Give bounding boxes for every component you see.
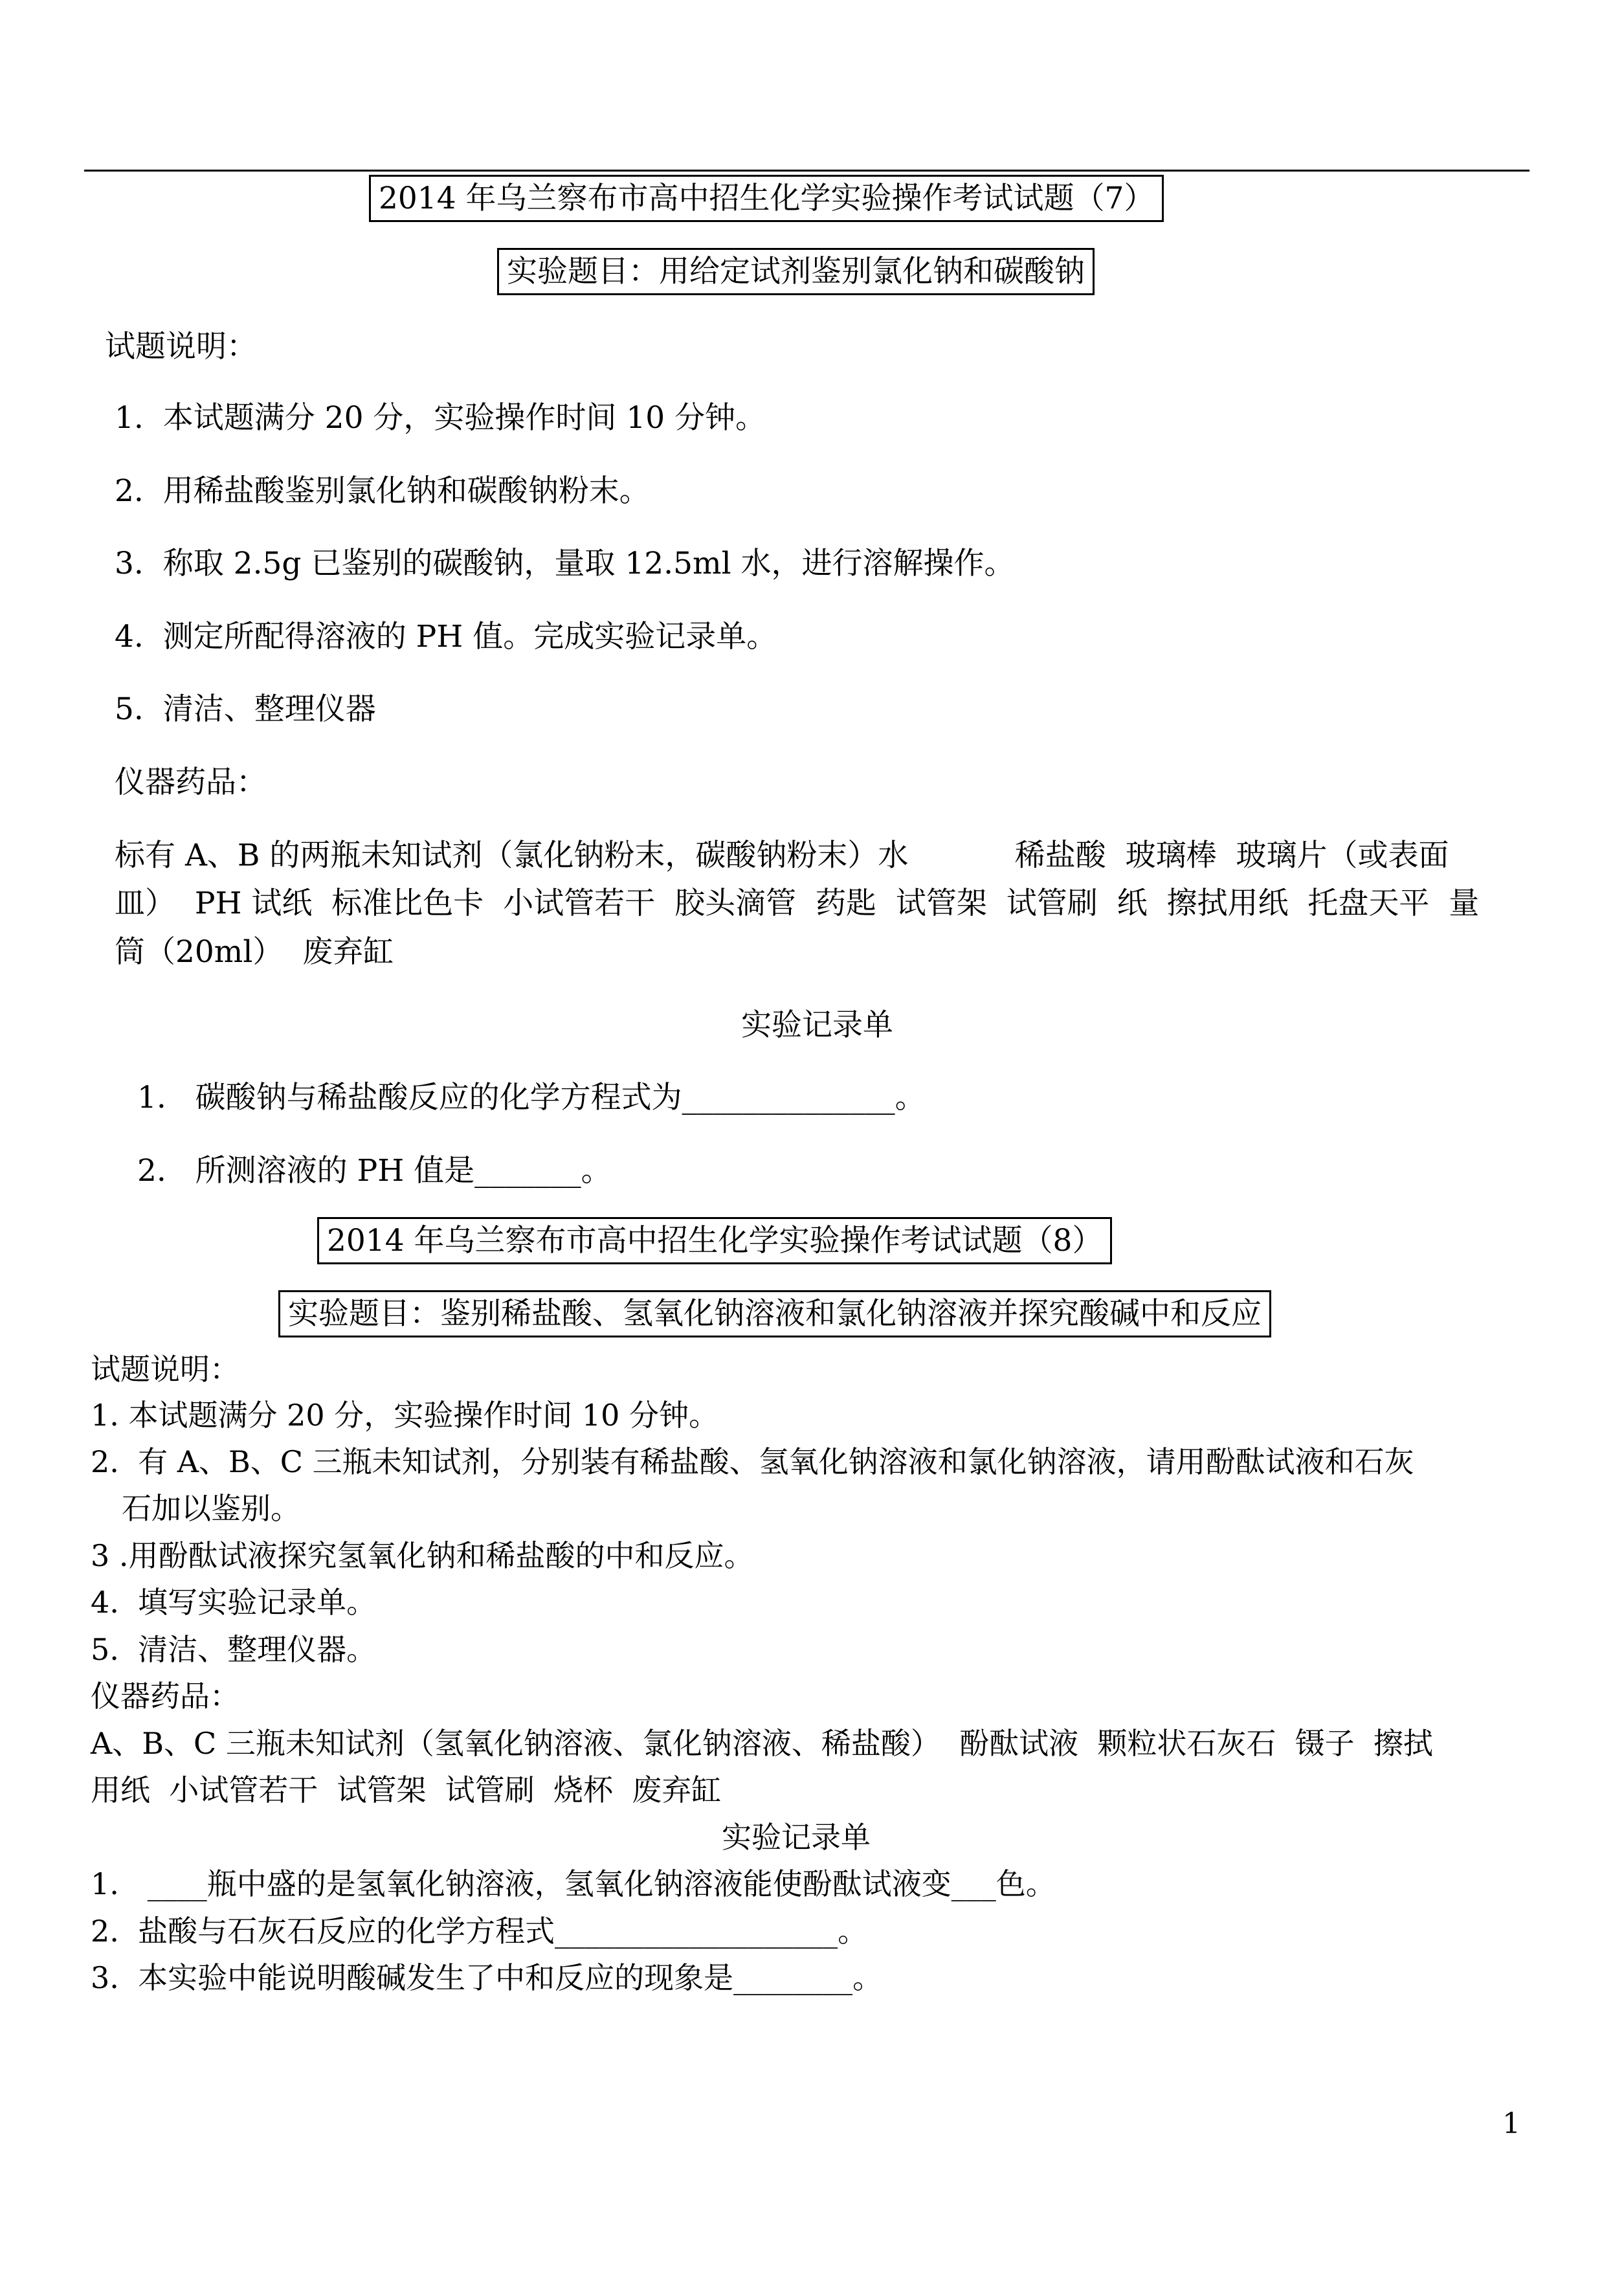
section8-instruction-5: 5. 清洁、整理仪器。	[91, 1632, 377, 1667]
section8-record-item-3: 3. 本实验中能说明酸碱发生了中和反应的现象是________。	[91, 1960, 883, 1995]
section7-instruction-4: 4. 测定所配得溶液的 PH 值。完成实验记录单。	[115, 619, 777, 654]
section8-subject: 实验题目：鉴别稀盐酸、氢氧化钠溶液和氯化钠溶液并探究酸碱中和反应	[278, 1290, 1271, 1337]
section7-equipment-line-1: 标有 A、B 的两瓶未知试剂（氯化钠粉末，碳酸钠粉末）水 稀盐酸 玻璃棒 玻璃片（或表面	[115, 838, 1449, 873]
section7-instruction-5: 5. 清洁、整理仪器	[115, 691, 376, 727]
section7-record-item-2: 2. 所测溶液的 PH 值是_______。	[137, 1153, 612, 1189]
section7-instruction-1: 1. 本试题满分 20 分，实验操作时间 10 分钟。	[115, 400, 766, 436]
section8-instruction-2-cont: 石加以鉴别。	[122, 1491, 300, 1526]
section7-equipment-line-2: 皿） PH 试纸 标准比色卡 小试管若干 胶头滴管 药匙 试管架 试管刷 纸 擦拭用纸 托盘天平 量	[115, 886, 1480, 921]
section7-equipment-heading: 仪器药品：	[115, 765, 267, 800]
section7-title: 2014 年乌兰察布市高中招生化学实验操作考试试题（7）	[369, 175, 1164, 222]
top-rule	[84, 170, 1529, 172]
section8-instruction-2: 2. 有 A、B、C 三瓶未知试剂，分别装有稀盐酸、氢氧化钠溶液和氯化钠溶液，请用酚酞试液和石灰	[91, 1444, 1414, 1479]
section7-record-heading: 实验记录单	[741, 1007, 893, 1043]
section7-record-item-1: 1. 碳酸钠与稀盐酸反应的化学方程式为______________。	[137, 1080, 926, 1115]
section8-equipment-line-2: 用纸 小试管若干 试管架 试管刷 烧杯 废弃缸	[91, 1773, 722, 1807]
section8-instruction-1: 1. 本试题满分 20 分，实验操作时间 10 分钟。	[91, 1398, 719, 1433]
page-number: 1	[1502, 2107, 1520, 2140]
section7-instructions-heading: 试题说明：	[105, 329, 257, 364]
section8-instruction-4: 4. 填写实验记录单。	[91, 1585, 377, 1620]
section8-title: 2014 年乌兰察布市高中招生化学实验操作考试试题（8）	[317, 1217, 1112, 1264]
section8-record-item-2: 2. 盐酸与石灰石反应的化学方程式___________________。	[91, 1914, 868, 1949]
section8-instruction-3: 3 .用酚酞试液探究氢氧化钠和稀盐酸的中和反应。	[91, 1538, 754, 1573]
section7-instruction-2: 2. 用稀盐酸鉴别氯化钠和碳酸钠粉末。	[115, 473, 650, 509]
section8-equipment-line-1: A、B、C 三瓶未知试剂（氢氧化钠溶液、氯化钠溶液、稀盐酸） 酚酞试液 颗粒状石灰石 镊子 擦拭	[91, 1726, 1433, 1761]
section7-instruction-3: 3. 称取 2.5g 已鉴别的碳酸钠，量取 12.5ml 水，进行溶解操作。	[115, 546, 1015, 581]
section7-subject: 实验题目：用给定试剂鉴别氯化钠和碳酸钠	[497, 248, 1095, 295]
section8-equipment-heading: 仪器药品：	[91, 1679, 239, 1714]
section8-instructions-heading: 试题说明：	[91, 1352, 239, 1387]
section7-equipment-line-3: 筒（20ml） 废弃缸	[115, 934, 394, 970]
section8-record-heading: 实验记录单	[722, 1820, 871, 1855]
section8-record-item-1: 1. ____瓶中盛的是氢氧化钠溶液，氢氧化钠溶液能使酚酞试液变___色。	[91, 1866, 1056, 1901]
